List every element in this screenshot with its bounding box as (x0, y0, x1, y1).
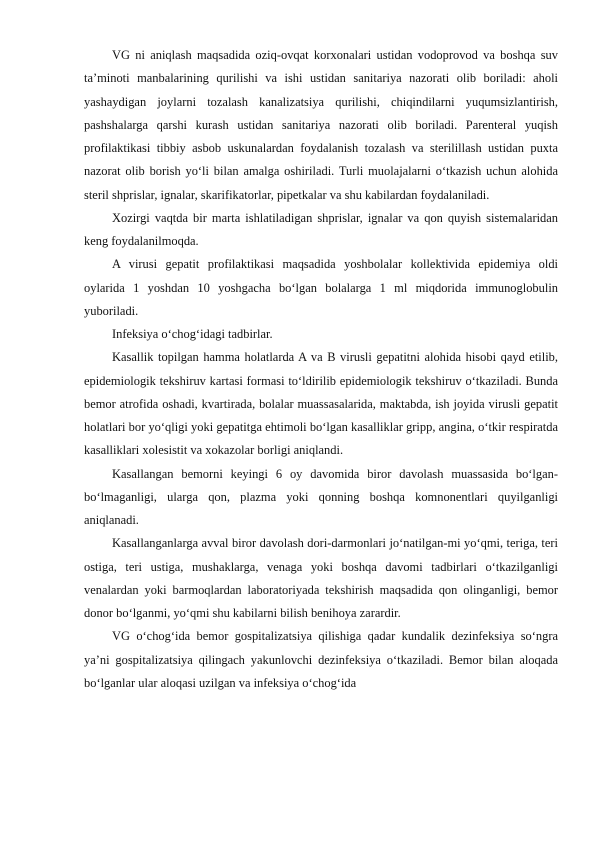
paragraph-disinfection: VG o‘chog‘ida bemor gospitalizatsiya qilishiga qadar kundalik dezinfeksiya so‘ngra ya’ni gospitalizatsiya qilingach yakunlovchi dezinfeksiya o‘tkaziladi. Bemor bilan aloqada bo‘lganlar ular aloqasi uzilgan va infeksiya o‘chog‘ida (84, 629, 558, 690)
paragraph-disposable-syringes: Xozirgi vaqtda bir marta ishlatiladigan shprislar, ignalar va qon quyish sistemalaridan keng foydalanilmoqda. (84, 210, 558, 248)
document-page (84, 44, 558, 695)
paragraph-epidemiological-investigation: Kasallik topilgan hamma holatlarda A va B virusli gepatitni alohida hisobi qayd etilib, epidemiologik tekshiruv kartasi formasi to‘ldirilib epidemiologik tekshiruv o‘tkaziladi. Bunda bemor atrofida oshadi, kvartirada, bolalar muassasalarida, maktabda, ish joyida virusli gepatit holatlari bor yo‘qligi yoki gepatitga ehtimoli bo‘lgan kasalliklar gripp, angina, o‘tkir respiratda kasalliklari xolesistit va xokazolar borligi aniqlandi. (84, 350, 558, 458)
paragraph-treatment-history: Kasallanganlarga avval biror davolash dori-darmonlari jo‘natilgan-mi yo‘qmi, teriga, teri ostiga, teri ustiga, mushaklarga, venaga yoki boshqa davomi tadbirlari o‘tkazilganligi venalardan yoki barmoqlardan laboratoriyada tekshirish maqsadida qon olinganligi, bemor donor bo‘lganmi, yo‘qmi shu kabilarni bilish benihoya zarardir. (84, 536, 558, 620)
paragraph-sanitary-control: VG ni aniqlash maqsadida oziq-ovqat korxonalari ustidan vodoprovod va boshqa suv ta’minoti manbalarining qurilishi va ishi ustidan sanitariya nazorati olib boriladi: aholi yashaydigan joylarni tozalash kanalizatsiya qurilishi, chiqindilarni yuqumsizlantirish, pashshalarga qarshi kurash ustidan sanitariya nazorati olib boriladi. Parenteral yuqish profilaktikasi tibbiy asbob uskunalardan foydalanish tozalash va sterilillash ustidan puxta nazorat olib borish yo‘li bilan amalga oshiriladi. Turli muolajalarni o‘tkazish uchun alohida steril shprislar, ignalar, skarifikatorlar, pipetkalar va shu kabilardan foydalaniladi. (84, 48, 558, 202)
paragraph-outbreak-measures-heading: Infeksiya o‘chog‘idagi tadbirlar. (112, 327, 273, 341)
paragraph-immunoglobulin: A virusi gepatit profilaktikasi maqsadida yoshbolalar kollektivida epidemiya oldi oylarida 1 yoshdan 10 yoshgacha bo‘lgan bolalarga 1 ml miqdorida immunoglobulin yuboriladi. (84, 257, 558, 318)
paragraph-transfusion-history: Kasallangan bemorni keyingi 6 oy davomida biror davolash muassasida bo‘lgan-bo‘lmaganligi, ularga qon, plazma yoki qonning boshqa komnonentlari quyilganligi aniqlanadi. (84, 466, 558, 527)
